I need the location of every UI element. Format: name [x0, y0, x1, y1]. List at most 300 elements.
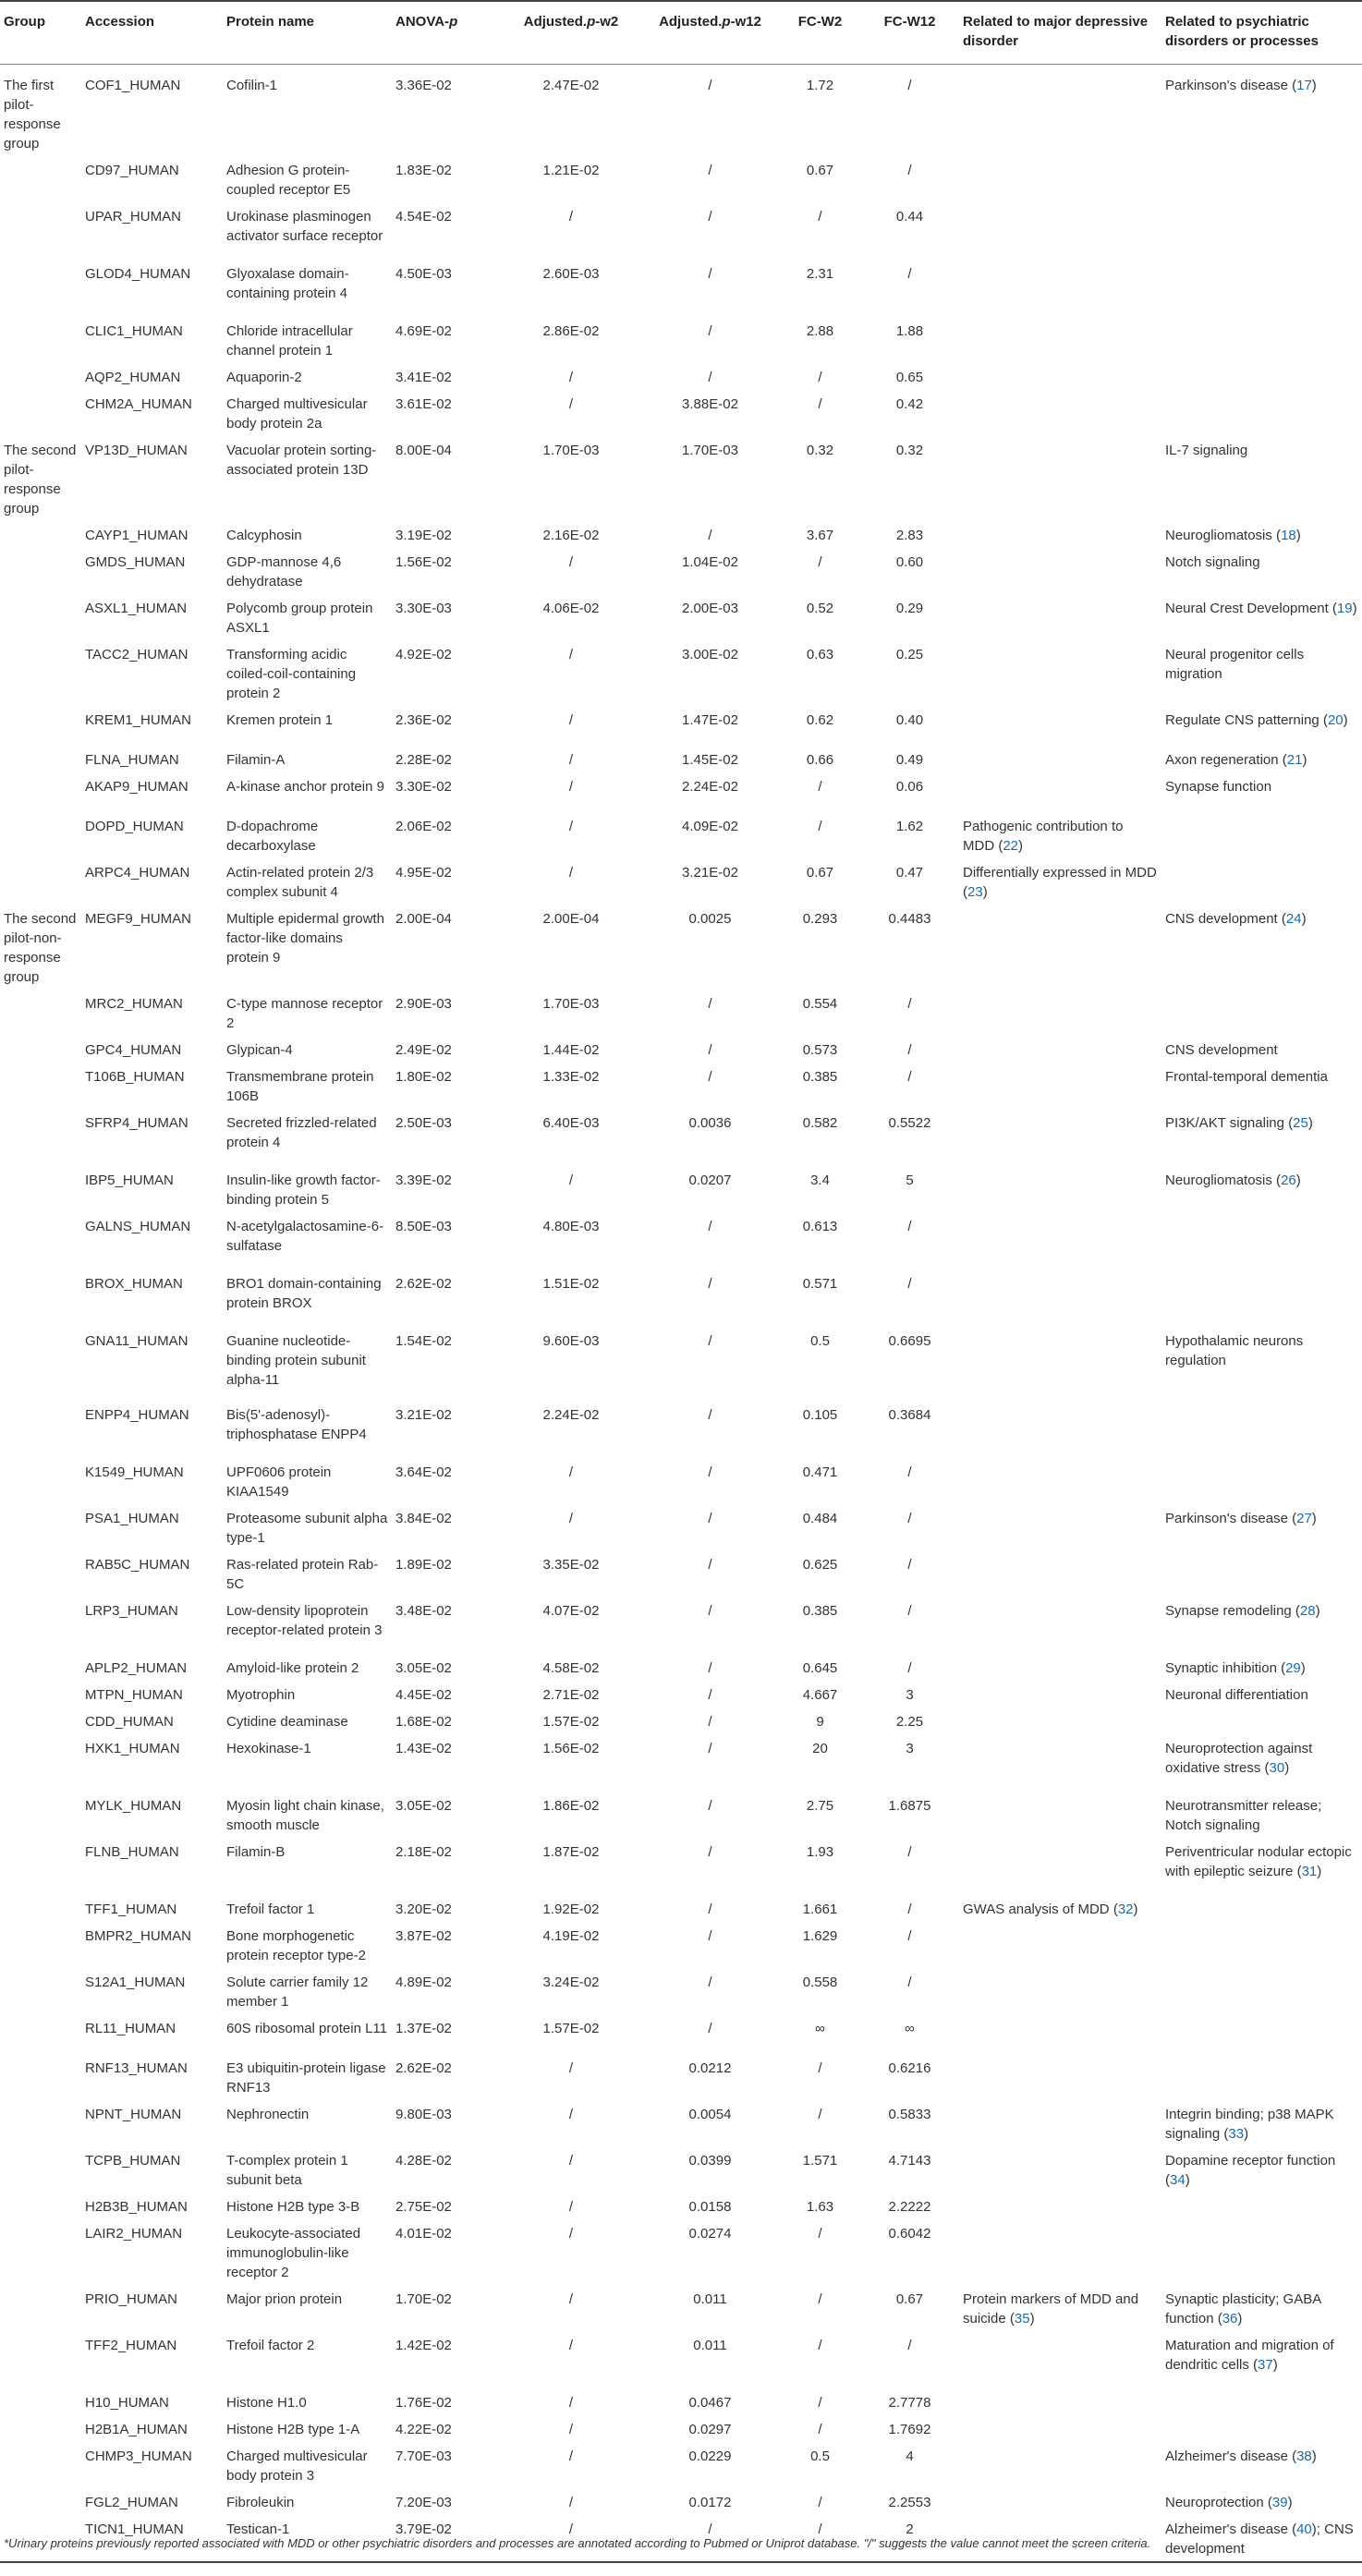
header-accession: Accession: [81, 1, 223, 65]
psych-cell: [1161, 2054, 1362, 2100]
adj-w12-cell: /: [708, 163, 712, 178]
protein-cell: Vacuolar protein sorting-associated protein 13D: [226, 443, 377, 478]
citation-link[interactable]: 34: [1170, 2172, 1186, 2188]
fc-w2-cell: /: [818, 2338, 822, 2353]
anova-cell: 2.00E-04: [395, 911, 452, 927]
fc-w12-cell: /: [907, 1219, 912, 1234]
protein-cell: Amyloid-like protein 2: [226, 1660, 359, 1676]
table-row: [0, 2331, 1362, 2388]
table-row: [0, 1401, 1362, 1458]
mdd-cell: [959, 1327, 1161, 1401]
protein-cell: Calcyphosin: [226, 528, 302, 543]
fc-w2-cell: 0.558: [802, 1975, 838, 1990]
psych-cell: [1161, 2388, 1362, 2415]
table-row: [0, 2442, 1362, 2488]
table-footnote: *Urinary proteins previously reported associated with MDD or other psychiatric disorders and processes are annotated according to Pubmed or Uniprot database. "/" suggests the value cannot meet the screen criteria.: [4, 2536, 1151, 2550]
citation-link[interactable]: 32: [1117, 1902, 1134, 1917]
anova-cell: 2.62E-02: [395, 2060, 452, 2076]
adj-w12-cell: 3.21E-02: [682, 865, 738, 881]
fc-w2-cell: 0.293: [802, 911, 838, 927]
accession-cell: COF1_HUMAN: [85, 78, 181, 93]
group-cell: [0, 1681, 81, 1707]
fc-w12-cell: /: [907, 1557, 912, 1573]
adj-w12-cell: 1.47E-02: [682, 712, 738, 728]
psych-cell: [1161, 390, 1362, 436]
citation-link[interactable]: 28: [1299, 1603, 1316, 1619]
adj-w2-cell: 1.44E-02: [542, 1042, 600, 1058]
adj-w2-cell: /: [568, 1464, 574, 1480]
fc-w12-cell: 0.67: [895, 2291, 924, 2307]
fc-w12-cell: 1.62: [895, 819, 924, 834]
fc-w12-cell: /: [907, 78, 912, 93]
adj-w12-cell: 0.011: [693, 2338, 727, 2353]
fc-w12-cell: /: [907, 996, 912, 1012]
mdd-cell: [959, 317, 1161, 363]
fc-w12-cell: /: [907, 1844, 912, 1860]
protein-cell: C-type mannose receptor 2: [226, 996, 383, 1031]
group-cell: [0, 1550, 81, 1597]
table-row: [0, 363, 1362, 390]
adj-w2-cell: 9.60E-03: [542, 1333, 600, 1349]
fc-w12-cell: /: [907, 1975, 912, 1990]
accession-cell: MYLK_HUMAN: [85, 1798, 182, 1814]
protein-cell: Guanine nucleotide-binding protein subunit alpha-11: [226, 1333, 366, 1388]
group-cell: [0, 2014, 81, 2054]
group-cell: [0, 363, 81, 390]
adj-w2-cell: /: [568, 1511, 574, 1526]
protein-cell: Polycomb group protein ASXL1: [226, 601, 373, 636]
citation-link[interactable]: 25: [1293, 1115, 1308, 1131]
protein-cell: Proteasome subunit alpha type-1: [226, 1511, 388, 1546]
protein-cell: Aquaporin-2: [226, 370, 302, 385]
anova-cell: 2.06E-02: [395, 819, 452, 834]
fc-w12-cell: ∞: [905, 2021, 915, 2036]
protein-cell: Cytidine deaminase: [226, 1714, 348, 1730]
psych-cell: [1161, 317, 1362, 363]
table-row: [0, 1654, 1362, 1681]
psych-cell: Neuroprotection (39): [1165, 2495, 1293, 2510]
protein-cell: Histone H1.0: [226, 2395, 307, 2411]
fc-w12-cell: 4.7143: [888, 2153, 931, 2169]
citation-link[interactable]: 18: [1281, 528, 1296, 543]
group-cell: [0, 2054, 81, 2100]
fc-w2-cell: 3.67: [806, 528, 834, 543]
adj-w2-cell: /: [568, 2395, 574, 2411]
group-cell: [0, 772, 81, 812]
fc-w2-cell: 3.4: [810, 1173, 830, 1188]
psych-cell: Neural Crest Development (19): [1165, 601, 1357, 616]
citation-link[interactable]: 37: [1258, 2357, 1273, 2373]
mdd-cell: [959, 706, 1161, 746]
accession-cell: ENPP4_HUMAN: [85, 1407, 189, 1423]
protein-cell: Adhesion G protein-coupled receptor E5: [226, 163, 351, 198]
psych-cell: CNS development (24): [1165, 911, 1307, 927]
fc-w12-cell: 0.40: [895, 712, 924, 728]
header-protein: Protein name: [223, 1, 392, 65]
table-row: [0, 2388, 1362, 2415]
accession-cell: FGL2_HUMAN: [85, 2495, 178, 2510]
fc-w12-cell: /: [907, 1069, 912, 1085]
citation-link[interactable]: 38: [1296, 2448, 1312, 2464]
citation-link[interactable]: 29: [1285, 1660, 1301, 1676]
accession-cell: CDD_HUMAN: [85, 1714, 174, 1730]
adj-w12-cell: /: [708, 1333, 712, 1349]
citation-link[interactable]: 40: [1296, 2521, 1312, 2537]
mdd-cell: [959, 1792, 1161, 1838]
fc-w2-cell: 1.72: [806, 78, 834, 93]
mdd-cell: [959, 640, 1161, 706]
mdd-cell: [959, 2193, 1161, 2219]
adj-w12-cell: 0.0297: [688, 2422, 732, 2437]
citation-link[interactable]: 17: [1296, 78, 1312, 93]
accession-cell: S12A1_HUMAN: [85, 1975, 186, 1990]
mdd-cell: [959, 1036, 1161, 1063]
fc-w2-cell: 2.75: [806, 1798, 834, 1814]
accession-cell: UPAR_HUMAN: [85, 209, 181, 225]
citation-link[interactable]: 27: [1296, 1511, 1312, 1526]
anova-cell: 3.87E-02: [395, 1928, 452, 1944]
protein-cell: N-acetylgalactosamine-6-sulfatase: [226, 1219, 384, 1254]
group-cell: [0, 156, 81, 202]
fc-w2-cell: /: [818, 2060, 822, 2076]
psych-cell: Integrin binding; p38 MAPK signaling (33): [1165, 2107, 1334, 2142]
table-row: [0, 65, 1362, 157]
group-cell: [0, 1968, 81, 2014]
group-cell: [0, 2219, 81, 2285]
psych-cell: [1161, 2014, 1362, 2054]
adj-w12-cell: /: [708, 1844, 712, 1860]
accession-cell: GPC4_HUMAN: [85, 1042, 182, 1058]
group-cell: [0, 1707, 81, 1734]
adj-w2-cell: 1.56E-02: [542, 1741, 600, 1756]
citation-link[interactable]: 22: [1003, 838, 1019, 854]
table-row: [0, 2415, 1362, 2442]
mdd-cell: [959, 1166, 1161, 1212]
adj-w2-cell: /: [568, 1173, 574, 1188]
group-cell: [0, 1654, 81, 1681]
psych-cell: [1161, 1895, 1362, 1922]
fc-w12-cell: 2.7778: [888, 2395, 931, 2411]
header-adj-w12: Adjusted.p-w12: [640, 1, 780, 65]
citation-link[interactable]: 19: [1336, 601, 1353, 616]
group-cell: [0, 990, 81, 1036]
citation-link[interactable]: 36: [1222, 2311, 1238, 2327]
fc-w2-cell: 1.93: [806, 1844, 834, 1860]
fc-w12-cell: 0.32: [895, 443, 924, 458]
group-cell: [0, 2146, 81, 2193]
fc-w12-cell: 0.5522: [888, 1115, 931, 1131]
adj-w12-cell: 0.0229: [688, 2448, 732, 2464]
group-cell: [0, 2388, 81, 2415]
fc-w2-cell: /: [818, 819, 822, 834]
mdd-cell: [959, 1734, 1161, 1792]
adj-w2-cell: 2.16E-02: [542, 528, 600, 543]
adj-w2-cell: 2.71E-02: [542, 1687, 600, 1703]
mdd-cell: Differentially expressed in MDD (23): [963, 865, 1157, 900]
group-cell: [0, 1504, 81, 1550]
adj-w2-cell: 1.57E-02: [542, 2021, 600, 2036]
group-cell: [0, 746, 81, 772]
protein-cell: Fibroleukin: [226, 2495, 295, 2510]
protein-cell: Kremen protein 1: [226, 712, 334, 728]
anova-cell: 3.20E-02: [395, 1902, 452, 1917]
group-cell: [0, 1895, 81, 1922]
protein-cell: BRO1 domain-containing protein BROX: [226, 1276, 382, 1311]
adj-w12-cell: 0.0036: [688, 1115, 732, 1131]
anova-cell: 1.76E-02: [395, 2395, 452, 2411]
fc-w12-cell: 5: [906, 1173, 914, 1188]
table-row: [0, 202, 1362, 260]
protein-cell: GDP-mannose 4,6 dehydratase: [226, 554, 342, 589]
anova-cell: 2.90E-03: [395, 996, 452, 1012]
fc-w12-cell: 0.65: [895, 370, 924, 385]
psych-cell: CNS development: [1165, 1042, 1278, 1058]
psych-cell: Neuroprotection against oxidative stress (30): [1165, 1741, 1313, 1776]
mdd-cell: [959, 363, 1161, 390]
mdd-cell: [959, 2014, 1161, 2054]
citation-link[interactable]: 26: [1281, 1173, 1296, 1188]
anova-cell: 4.45E-02: [395, 1687, 452, 1703]
protein-cell: Chloride intracellular channel protein 1: [226, 323, 353, 358]
psych-cell: [1161, 1401, 1362, 1458]
fc-w12-cell: /: [907, 1464, 912, 1480]
adj-w2-cell: /: [568, 779, 574, 795]
fc-w2-cell: 1.629: [802, 1928, 838, 1944]
group-cell: [0, 1922, 81, 1968]
mdd-cell: [959, 156, 1161, 202]
protein-cell: D-dopachrome decarboxylase: [226, 819, 319, 854]
accession-cell: K1549_HUMAN: [85, 1464, 184, 1480]
fc-w12-cell: 2.83: [895, 528, 924, 543]
fc-w12-cell: 4: [906, 2448, 914, 2464]
protein-cell: Trefoil factor 1: [226, 1902, 315, 1917]
psych-cell: [1161, 990, 1362, 1036]
anova-cell: 1.54E-02: [395, 1333, 452, 1349]
group-cell: [0, 1792, 81, 1838]
fc-w2-cell: 0.385: [802, 1069, 838, 1085]
adj-w12-cell: 3.88E-02: [682, 396, 738, 412]
fc-w2-cell: 0.484: [802, 1511, 838, 1526]
fc-w12-cell: /: [907, 1928, 912, 1944]
group-cell: [0, 706, 81, 746]
psych-cell: Neural progenitor cells migration: [1165, 647, 1305, 682]
protein-cell: Filamin-B: [226, 1844, 286, 1860]
accession-cell: RL11_HUMAN: [85, 2021, 176, 2036]
group-cell: The second pilot-non-response group: [4, 911, 77, 985]
mdd-cell: [959, 1109, 1161, 1166]
fc-w2-cell: 0.582: [802, 1115, 838, 1131]
adj-w12-cell: /: [708, 1511, 712, 1526]
fc-w12-cell: 1.6875: [888, 1798, 931, 1814]
table-row: [0, 1504, 1362, 1550]
anova-cell: 1.80E-02: [395, 1069, 452, 1085]
citation-link[interactable]: 35: [1014, 2311, 1030, 2327]
fc-w2-cell: 4.667: [802, 1687, 838, 1703]
anova-cell: 4.28E-02: [395, 2153, 452, 2169]
fc-w12-cell: 3: [906, 1741, 914, 1756]
anova-cell: 1.89E-02: [395, 1557, 452, 1573]
fc-w12-cell: 0.6695: [888, 1333, 931, 1349]
adj-w2-cell: /: [568, 209, 574, 225]
mdd-cell: [959, 2415, 1161, 2442]
mdd-cell: [959, 1968, 1161, 2014]
anova-cell: 2.75E-02: [395, 2199, 452, 2215]
adj-w2-cell: 1.57E-02: [542, 1714, 600, 1730]
mdd-cell: [959, 2388, 1161, 2415]
adj-w12-cell: 2.00E-03: [682, 601, 738, 616]
adj-w12-cell: /: [708, 1603, 712, 1619]
fc-w12-cell: 2: [860, 2515, 959, 2562]
citation-link[interactable]: 23: [967, 884, 983, 900]
anova-cell: 3.30E-03: [395, 601, 452, 616]
accession-cell: VP13D_HUMAN: [85, 443, 188, 458]
protein-cell: UPF0606 protein KIAA1549: [226, 1464, 332, 1500]
adj-w12-cell: /: [708, 1798, 712, 1814]
adj-w2-cell: 1.87E-02: [542, 1844, 600, 1860]
fc-w12-cell: /: [907, 1042, 912, 1058]
group-cell: The first pilot-response group: [4, 78, 61, 152]
anova-cell: 3.21E-02: [395, 1407, 452, 1423]
protein-cell: Hexokinase-1: [226, 1741, 311, 1756]
anova-cell: 1.68E-02: [395, 1714, 452, 1730]
mdd-cell: [959, 746, 1161, 772]
table-row: [0, 2014, 1362, 2054]
fc-w2-cell: /: [818, 370, 822, 385]
table-row: [0, 2488, 1362, 2515]
psych-cell: Dopamine receptor function (34): [1165, 2153, 1336, 2188]
mdd-cell: Protein markers of MDD and suicide (35): [963, 2291, 1139, 2327]
group-cell: [0, 1838, 81, 1895]
adj-w2-cell: /: [568, 865, 574, 881]
mdd-cell: [959, 990, 1161, 1036]
accession-cell: LAIR2_HUMAN: [85, 2226, 183, 2242]
fc-w2-cell: 0.67: [806, 865, 834, 881]
adj-w12-cell: /: [708, 1741, 712, 1756]
adj-w2-cell: /: [568, 554, 574, 570]
accession-cell: CD97_HUMAN: [85, 163, 179, 178]
accession-cell: ASXL1_HUMAN: [85, 601, 188, 616]
citation-link[interactable]: 20: [1327, 712, 1344, 728]
group-cell: [0, 2285, 81, 2331]
psych-cell: [1161, 1968, 1362, 2014]
adj-w12-cell: /: [708, 1557, 712, 1573]
anova-cell: 1.83E-02: [395, 163, 452, 178]
psych-cell: Alzheimer's disease (40); CNS development: [1161, 2515, 1362, 2562]
adj-w12-cell: /: [708, 1660, 712, 1676]
accession-cell: TFF2_HUMAN: [85, 2338, 177, 2353]
adj-w2-cell: /: [568, 2226, 574, 2242]
fc-w2-cell: 1.661: [802, 1902, 838, 1917]
adj-w12-cell: /: [708, 1928, 712, 1944]
group-cell: [0, 2331, 81, 2388]
protein-cell: Charged multivesicular body protein 3: [226, 2448, 368, 2484]
citation-link[interactable]: 31: [1301, 1864, 1318, 1879]
adj-w2-cell: /: [568, 2448, 574, 2464]
mdd-cell: [959, 1654, 1161, 1681]
fc-w12-cell: 2.2222: [888, 2199, 931, 2215]
mdd-cell: [959, 390, 1161, 436]
adj-w2-cell: /: [568, 752, 574, 768]
adj-w2-cell: /: [568, 647, 574, 662]
table-row: [0, 1212, 1362, 1270]
anova-cell: 3.05E-02: [395, 1798, 452, 1814]
table-row: [0, 1550, 1362, 1597]
accession-cell: MRC2_HUMAN: [85, 996, 183, 1012]
adj-w2-cell: /: [568, 819, 574, 834]
psych-cell: PI3K/AKT signaling (25): [1165, 1115, 1313, 1131]
anova-cell: 1.56E-02: [395, 554, 452, 570]
fc-w12-cell: 2.25: [895, 1714, 924, 1730]
protein-cell: Actin-related protein 2/3 complex subunit 4: [226, 865, 374, 900]
protein-cell: Leukocyte-associated immunoglobulin-like receptor 2: [226, 2226, 361, 2280]
anova-cell: 2.28E-02: [395, 752, 452, 768]
table-row: [0, 1166, 1362, 1212]
citation-link[interactable]: 39: [1271, 2495, 1288, 2510]
psych-cell: [1161, 1270, 1362, 1327]
group-cell: [0, 1212, 81, 1270]
table-row: [0, 1968, 1362, 2014]
group-cell: The second pilot-response group: [4, 443, 77, 516]
protein-cell: A-kinase anchor protein 9: [226, 779, 384, 795]
table-row: [0, 594, 1362, 640]
psych-cell: [1161, 156, 1362, 202]
anova-cell: 7.70E-03: [395, 2448, 452, 2464]
accession-cell: GLOD4_HUMAN: [85, 266, 191, 282]
psych-cell: Synapse function: [1165, 779, 1272, 795]
citation-link[interactable]: 24: [1285, 911, 1302, 927]
accession-cell: TCPB_HUMAN: [85, 2153, 181, 2169]
adj-w2-cell: 2.24E-02: [542, 1407, 600, 1423]
mdd-cell: GWAS analysis of MDD (32): [963, 1902, 1138, 1917]
fc-w2-cell: 0.385: [802, 1603, 838, 1619]
anova-cell: 3.61E-02: [395, 396, 452, 412]
psych-cell: [1161, 1922, 1362, 1968]
psych-cell: [1161, 363, 1362, 390]
adj-w2-cell: 3.35E-02: [542, 1557, 600, 1573]
accession-cell: H2B3B_HUMAN: [85, 2199, 188, 2215]
citation-link[interactable]: 33: [1228, 2126, 1245, 2142]
fc-w12-cell: 1.88: [895, 323, 924, 339]
accession-cell: RNF13_HUMAN: [85, 2060, 188, 2076]
adj-w2-cell: /: [568, 2060, 574, 2076]
table-row: [0, 1681, 1362, 1707]
anova-cell: 1.70E-02: [395, 2291, 452, 2307]
adj-w12-cell: 0.0172: [688, 2495, 732, 2510]
fc-w12-cell: /: [907, 1511, 912, 1526]
group-cell: [0, 2442, 81, 2488]
group-cell: [0, 1166, 81, 1212]
psych-cell: Maturation and migration of dendritic cells (37): [1165, 2338, 1334, 2373]
fc-w2-cell: 0.471: [802, 1464, 838, 1480]
citation-link[interactable]: 30: [1269, 1760, 1285, 1776]
fc-w2-cell: /: [818, 396, 822, 412]
fc-w12-cell: 0.06: [895, 779, 924, 795]
table-row: [0, 156, 1362, 202]
group-cell: [0, 1597, 81, 1654]
fc-w2-cell: 1.571: [802, 2153, 838, 2169]
accession-cell: IBP5_HUMAN: [85, 1173, 174, 1188]
fc-w12-cell: /: [907, 1660, 912, 1676]
citation-link[interactable]: 21: [1286, 752, 1303, 768]
table-row: [0, 1707, 1362, 1734]
anova-cell: 7.20E-03: [395, 2495, 452, 2510]
table-row: [0, 390, 1362, 436]
accession-cell: APLP2_HUMAN: [85, 1660, 188, 1676]
table-row: [0, 436, 1362, 521]
anova-cell: 4.01E-02: [395, 2226, 452, 2242]
accession-cell: ARPC4_HUMAN: [85, 865, 190, 881]
fc-w2-cell: 0.66: [806, 752, 834, 768]
